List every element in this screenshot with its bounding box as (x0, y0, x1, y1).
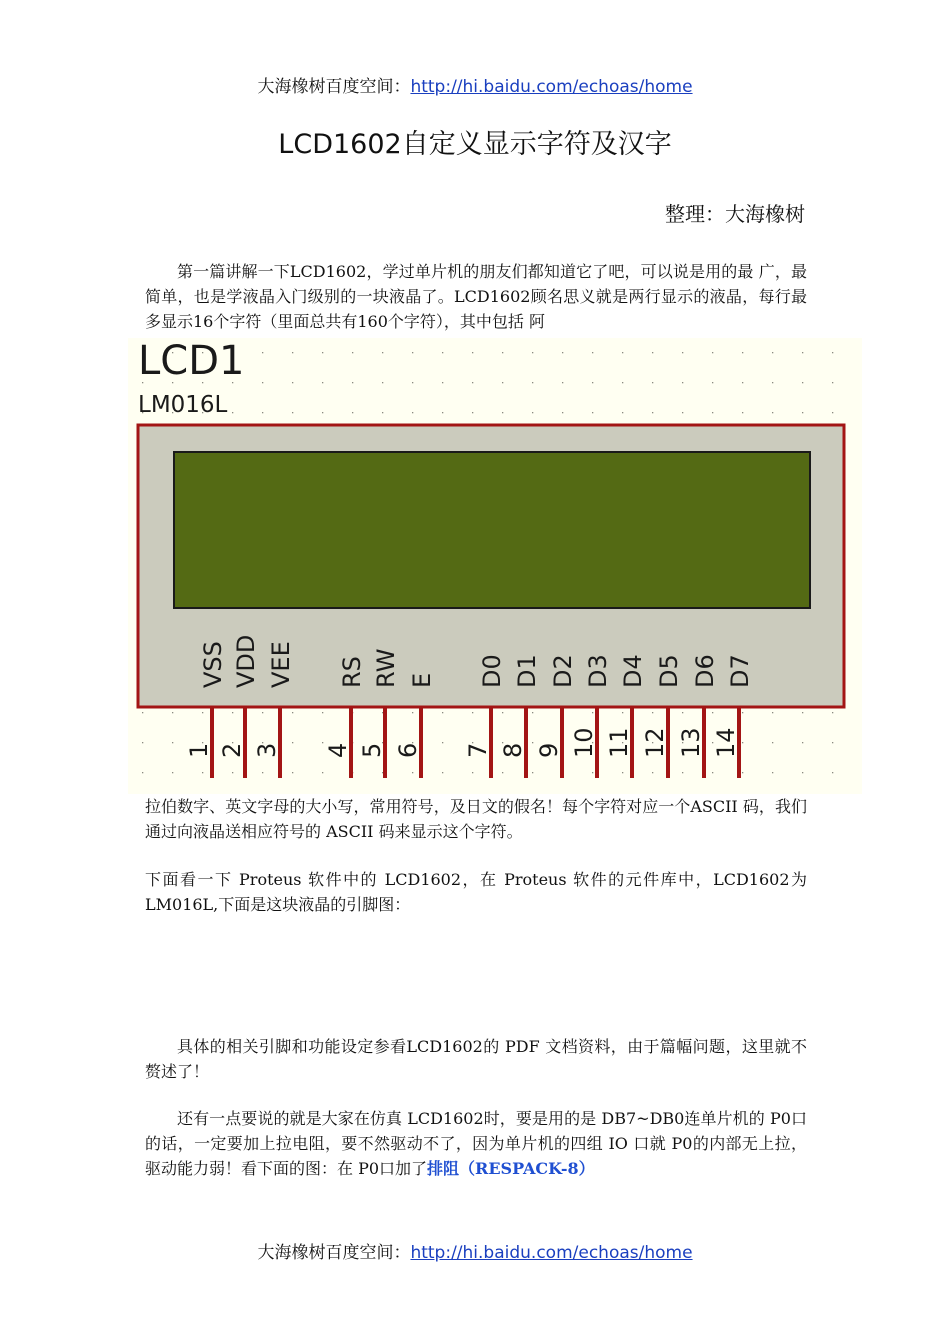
respack-highlight: 排阻（RESPACK-8） (427, 1159, 595, 1178)
pin-number-4: 4 (324, 742, 352, 758)
pin-name-d4: D4 (619, 654, 647, 688)
footer-label: 大海橡树百度空间： (257, 1243, 411, 1263)
paragraph-proteus: 下面看一下 Proteus 软件中的 LCD1602，在 Proteus 软件的元件库中，LCD1602为 LM016L,下面是这块液晶的引脚图： (145, 870, 807, 914)
page-header (0, 72, 950, 97)
pin-number-2: 2 (218, 742, 246, 758)
pin-name-rs: RS (338, 656, 366, 688)
pin-number-5: 5 (358, 742, 386, 758)
component-ref: LCD1 (138, 338, 245, 384)
author-line: 整理：大海橡树 (665, 202, 805, 226)
pin-number-10: 10 (570, 727, 598, 758)
pin-name-d3: D3 (584, 654, 612, 688)
pin-number-1: 1 (185, 742, 213, 758)
component-model: LM016L (138, 392, 228, 418)
pin-name-vdd: VDD (232, 634, 260, 688)
page-footer (0, 1238, 950, 1263)
pin-name-e: E (408, 672, 436, 688)
pin-name-vee: VEE (267, 641, 295, 688)
lcd-screen (174, 452, 810, 608)
pin-name-d0: D0 (478, 654, 506, 688)
pin-number-3: 3 (253, 742, 281, 758)
pin-number-14: 14 (712, 727, 740, 758)
paragraph-pullup (145, 1106, 807, 1181)
paragraph-reference: 具体的相关引脚和功能设定参看LCD1602的 PDF 文档资料，由于篇幅问题，这里就不赘述了！ (145, 1037, 807, 1081)
lcd-schematic (128, 338, 862, 794)
header-link[interactable]: http://hi.baidu.com/echoas/home (410, 77, 693, 97)
pin-name-d7: D7 (726, 654, 754, 688)
pin-number-11: 11 (605, 727, 633, 758)
pin-name-d1: D1 (513, 654, 541, 688)
paragraph-intro: 第一篇讲解一下LCD1602，学过单片机的朋友们都知道它了吧，可以说是用的最 广，最简单，也是学液晶入门级别的一块液晶了。LCD1602顾名思义就是两行显示的液晶，每行最多显示16个字符（里面总共有160个字符），其中包括 阿 (145, 262, 807, 331)
pin-number-9: 9 (535, 742, 563, 758)
pin-name-d2: D2 (549, 654, 577, 688)
footer-link[interactable]: http://hi.baidu.com/echoas/home (410, 1243, 693, 1263)
document-title: LCD1602自定义显示字符及汉字 (278, 129, 672, 160)
lcd-pinout-figure (128, 338, 862, 794)
pin-name-d5: D5 (655, 654, 683, 688)
paragraph-pullup-text: 还有一点要说的就是大家在仿真 LCD1602时，要是用的是 DB7~DB0连单片机的 P0口的话，一定要加上拉电阻，要不然驱动不了，因为单片机的四组 IO 口就 P0的内部无上拉，驱动能力弱！看下面的图：在 P0口加了 (145, 1109, 807, 1178)
pin-number-7: 7 (464, 742, 492, 758)
pin-number-12: 12 (641, 727, 669, 758)
pin-number-6: 6 (394, 742, 422, 758)
header-label: 大海橡树百度空间： (257, 77, 411, 97)
paragraph-charset: 拉伯数字、英文字母的大小写，常用符号，及日文的假名！每个字符对应一个ASCII 码，我们通过向液晶送相应符号的 ASCII 码来显示这个字符。 (145, 797, 807, 841)
pin-name-vss: VSS (199, 641, 227, 688)
pin-number-13: 13 (677, 727, 705, 758)
pin-name-d6: D6 (691, 654, 719, 688)
pin-number-8: 8 (499, 742, 527, 758)
pin-name-rw: RW (372, 648, 400, 688)
